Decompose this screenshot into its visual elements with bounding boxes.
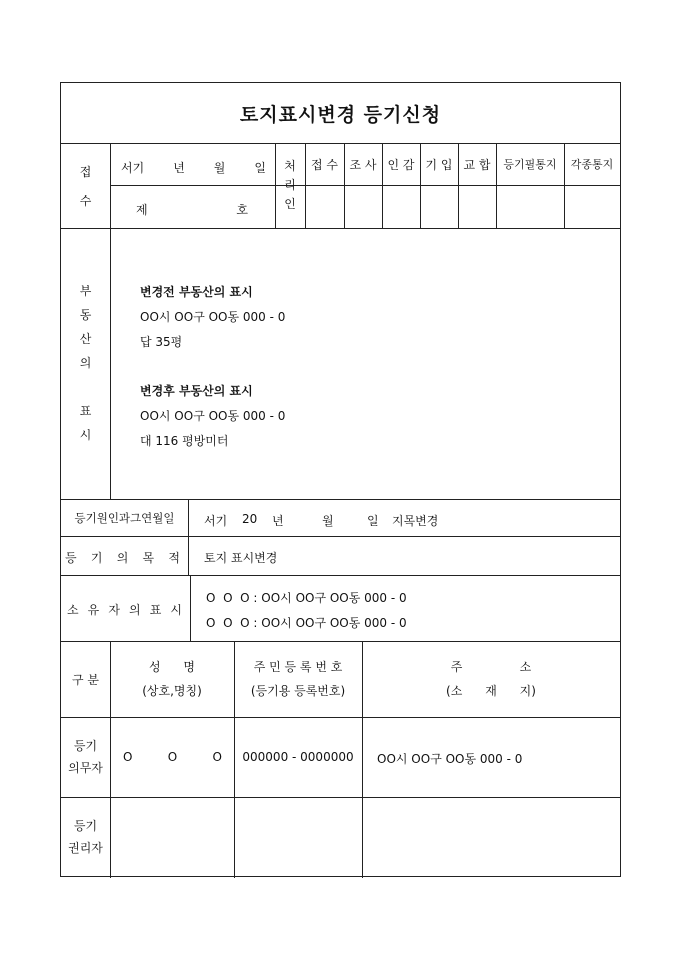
cause-month: 월 bbox=[322, 514, 334, 528]
processing-char: 리 bbox=[284, 177, 296, 192]
col-completion-notice: 등기필통지 bbox=[503, 158, 557, 171]
cause-year: 20 bbox=[242, 512, 258, 526]
owner-line: O O O : OO시 OO구 OO동 000 - 0 bbox=[206, 616, 407, 630]
property-label-char: 부 bbox=[79, 284, 92, 298]
right-holder-name bbox=[110, 797, 234, 876]
col-various-notice: 각종통지 bbox=[570, 158, 614, 171]
date-month: 월 bbox=[213, 161, 226, 175]
parties-address-header bbox=[362, 641, 620, 717]
reception-date bbox=[121, 159, 266, 176]
reception-number bbox=[136, 201, 248, 218]
divider bbox=[61, 228, 620, 229]
divider bbox=[110, 185, 620, 186]
obligor-id: 000000 - 0000000 bbox=[242, 750, 354, 764]
owner-label-char: 시 bbox=[170, 603, 182, 617]
reception-label-bottom: 수 bbox=[79, 193, 92, 208]
right-holder-label bbox=[61, 797, 110, 876]
property-label-char: 시 bbox=[79, 428, 92, 442]
divider bbox=[188, 499, 189, 575]
owner-label-char: 의 bbox=[129, 603, 141, 617]
obligor-name-char: O bbox=[212, 750, 222, 764]
before-address: OO시 OO구 OO동 000 - 0 bbox=[140, 310, 286, 324]
divider bbox=[190, 575, 191, 641]
owner-label-char: 표 bbox=[149, 603, 162, 617]
processing-char: 처 bbox=[284, 158, 296, 173]
reception-label bbox=[61, 143, 110, 228]
purpose-label-char: 등 bbox=[65, 551, 77, 565]
col-inspection: 조 사 bbox=[349, 157, 377, 172]
owner-label-char: 자 bbox=[108, 603, 120, 617]
id-subheader: (등기용 등록번호) bbox=[250, 684, 346, 698]
divider bbox=[61, 575, 620, 576]
divider bbox=[110, 228, 111, 499]
obligor-label-line: 의무자 bbox=[68, 761, 103, 775]
parties-name-header bbox=[110, 641, 234, 717]
divider bbox=[61, 536, 620, 537]
obligor-name-char: O bbox=[167, 750, 178, 764]
purpose-label-char: 기 bbox=[90, 551, 103, 565]
divider bbox=[110, 143, 111, 228]
owner-label-char: 소 bbox=[67, 603, 79, 617]
registration-form bbox=[60, 82, 621, 877]
owner-label bbox=[67, 601, 182, 618]
cause-label: 등기원인과그연월일 bbox=[74, 510, 175, 525]
obligor-label bbox=[61, 717, 110, 797]
col-reception: 접 수 bbox=[311, 157, 338, 172]
after-detail: 대 116 평방미터 bbox=[140, 434, 229, 448]
purpose-label-char: 의 bbox=[116, 551, 129, 565]
after-address: OO시 OO구 OO동 000 - 0 bbox=[140, 409, 286, 423]
cause-prefix: 서기 bbox=[204, 514, 228, 528]
address-subheader: (소 재 지) bbox=[446, 684, 536, 698]
number-suffix: 호 bbox=[236, 203, 248, 217]
obligor-name-char: O bbox=[123, 750, 133, 764]
parties-type-header: 구 분 bbox=[72, 672, 99, 687]
cause-year-unit: 년 bbox=[272, 514, 284, 528]
owner-line: O O O : OO시 OO구 OO동 000 - 0 bbox=[206, 591, 407, 605]
right-holder-label-line: 권리자 bbox=[68, 840, 103, 855]
purpose-label bbox=[65, 549, 180, 566]
date-year: 년 bbox=[173, 161, 185, 175]
purpose-label-char: 목 bbox=[142, 551, 155, 565]
cause-reason: 지목변경 bbox=[392, 514, 439, 528]
id-header: 주 민 등 록 번 호 bbox=[253, 660, 343, 674]
name-subheader: (상호,명칭) bbox=[142, 684, 202, 698]
after-heading: 변경후 부동산의 표시 bbox=[140, 384, 253, 398]
purpose-label-char: 적 bbox=[168, 551, 180, 565]
property-label-char: 산 bbox=[79, 332, 92, 346]
right-holder-id bbox=[234, 797, 362, 876]
address-header: 주 소 bbox=[450, 660, 532, 674]
before-detail: 답 35평 bbox=[140, 335, 183, 349]
reception-label-top: 접 bbox=[79, 164, 92, 179]
name-header: 성 명 bbox=[148, 660, 196, 674]
number-label: 제 bbox=[136, 203, 148, 217]
obligor-address: OO시 OO구 OO동 000 - 0 bbox=[377, 752, 523, 766]
parties-id-header bbox=[234, 641, 362, 717]
property-label-char: 표 bbox=[79, 404, 92, 418]
before-heading: 변경전 부동산의 표시 bbox=[140, 285, 253, 299]
property-label-char: 동 bbox=[79, 308, 92, 322]
property-label bbox=[61, 279, 110, 447]
col-collation: 교 합 bbox=[463, 157, 491, 172]
date-day: 일 bbox=[254, 161, 266, 175]
right-holder-address bbox=[362, 797, 620, 876]
form-title: 토지표시변경 등기신청 bbox=[239, 103, 442, 126]
col-entry: 기 입 bbox=[425, 157, 453, 172]
obligor-name bbox=[123, 750, 222, 764]
date-prefix: 서기 bbox=[121, 161, 145, 175]
property-label-char: 의 bbox=[79, 356, 92, 370]
obligor-label-line: 등기 bbox=[73, 739, 98, 753]
processing-label bbox=[275, 145, 305, 225]
col-seal: 인 감 bbox=[387, 157, 415, 172]
owner-label-char: 유 bbox=[87, 603, 100, 617]
right-holder-label-line: 등기 bbox=[73, 818, 98, 833]
processing-char: 인 bbox=[284, 196, 296, 211]
purpose-value: 토지 표시변경 bbox=[204, 551, 278, 565]
cause-day: 일 bbox=[367, 514, 379, 528]
